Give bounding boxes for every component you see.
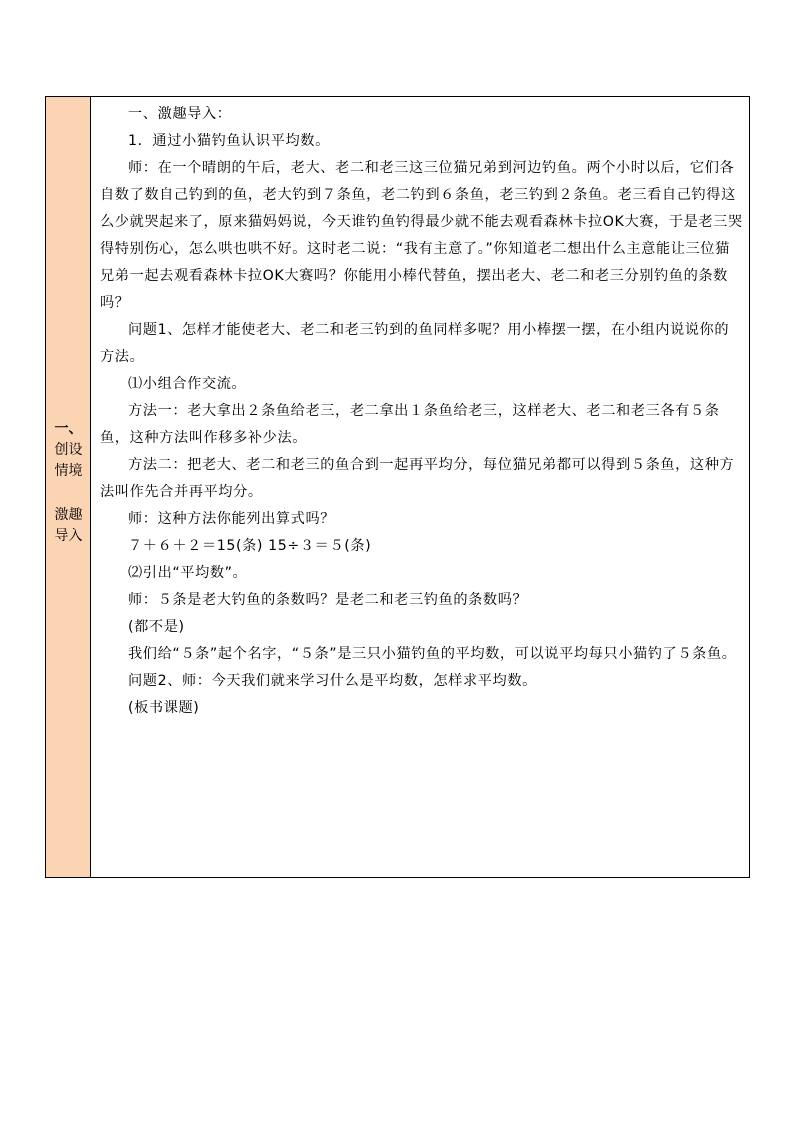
lesson-plan-table xyxy=(45,96,750,878)
method-2: 方法二：把老大、老二和老三的鱼合到一起再平均分，每位猫兄弟都可以得到５条鱼，这种方法叫作先合并再平均分。 xyxy=(100,457,735,500)
stage-label-line: 激趣 xyxy=(54,507,83,523)
teacher-prompt: 师：这种方法你能列出算式吗？ xyxy=(128,511,336,527)
stage-label-top xyxy=(46,419,91,482)
lesson-content xyxy=(91,97,749,877)
step-1: ⑴小组合作交流。 xyxy=(128,376,247,392)
board-note: (板书课题) xyxy=(128,700,200,716)
section-heading: 一、激趣导入： xyxy=(128,106,232,122)
formula-line: ７＋６＋２＝15(条) 15÷３＝５(条) xyxy=(128,538,372,554)
teacher-question: 师：５条是老大钓鱼的条数吗？是老二和老三钓鱼的条数吗？ xyxy=(128,592,528,608)
stage-label-bottom xyxy=(46,505,91,547)
story-paragraph: 师：在一个晴朗的午后，老大、老二和老三这三位猫兄弟到河边钓鱼。两个小时以后，它们各自数了数自己钓到的鱼，老大钓到７条鱼，老二钓到６条鱼，老三钓到２条鱼。老三看自己钓得这么少就哭起来了，原来猫妈妈说，今天谁钓鱼钓得最少就不能去观看森林卡拉OK大赛，于是老三哭得特别伤心，怎么哄也哄不好。这时老二说：“我有主意了。”你知道老二想出什么主意能让三位猫兄弟一起去观看森林卡拉OK大赛吗？你能用小棒代替鱼，摆出老大、老二和老三分别钓鱼的条数吗？ xyxy=(100,160,743,311)
question-1: 问题1、怎样才能使老大、老二和老三钓到的鱼同样多呢？用小棒摆一摆，在小组内说说你的方法。 xyxy=(100,322,730,365)
average-explanation: 我们给“５条”起个名字，“５条”是三只小猫钓鱼的平均数，可以说平均每只小猫钓了５条鱼。 xyxy=(128,646,737,662)
stage-number: 一、 xyxy=(54,421,83,437)
stage-label-line: 情境 xyxy=(54,463,83,479)
stage-label-line: 导入 xyxy=(54,528,83,544)
subsection-heading: 1．通过小猫钓鱼认识平均数。 xyxy=(128,133,330,149)
method-1: 方法一：老大拿出２条鱼给老三，老二拿出１条鱼给老三，这样老大、老二和老三各有５条鱼，这种方法叫作移多补少法。 xyxy=(100,403,720,446)
step-2: ⑵引出“平均数”。 xyxy=(128,565,248,581)
student-answer: (都不是) xyxy=(128,619,185,635)
question-2: 问题2、师：今天我们就来学习什么是平均数，怎样求平均数。 xyxy=(128,673,537,689)
stage-label-column xyxy=(46,97,91,877)
stage-label-line: 创设 xyxy=(54,442,83,458)
